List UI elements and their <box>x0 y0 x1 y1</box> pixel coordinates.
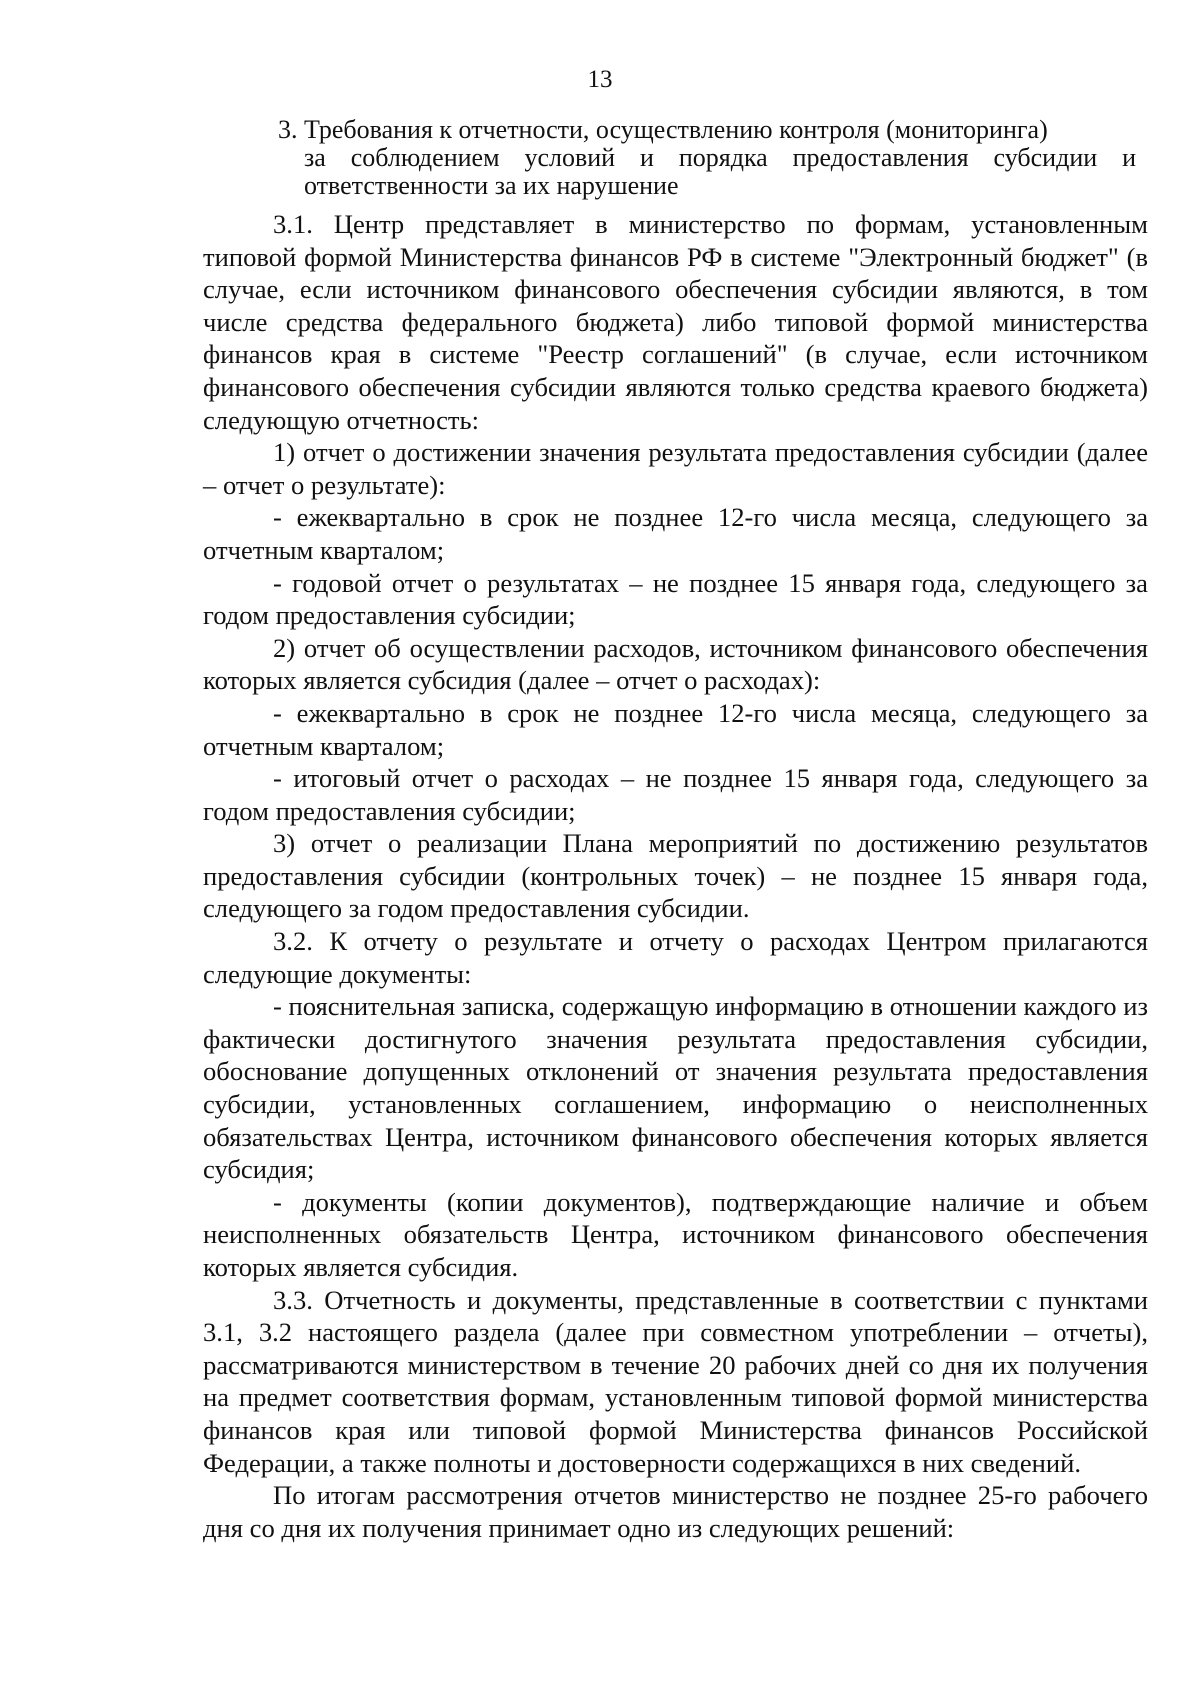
page-number: 13 <box>587 66 613 93</box>
paragraph-final-expenses: - итоговый отчет о расходах – не позднее 15 января года, следующего за годом предоставления субсидии; <box>203 763 1148 826</box>
paragraph-quarterly-results: - ежеквартально в срок не позднее 12-го числа месяца, следующего за отчетным кварталом; <box>203 502 1148 565</box>
document-body <box>203 208 1148 1544</box>
paragraph-annual-results: - годовой отчет о результатах – не позднее 15 января года, следующего за годом предоставления субсидии; <box>203 567 1148 631</box>
paragraph-review-results: По итогам рассмотрения отчетов министерство не позднее 25-го рабочего дня со дня их получения принимает одно из следующих решений: <box>203 1480 1148 1543</box>
paragraph-item-2: 2) отчет об осуществлении расходов, источником финансового обеспечения которых является субсидия (далее – отчет о расходах): <box>203 632 1148 696</box>
paragraph-item-3: 3) отчет о реализации Плана мероприятий по достижению результатов предоставления субсидии (контрольных точек) – не позднее 15 января года, следующего за годом предоставления субсидии. <box>203 828 1148 924</box>
paragraph-documents-copies: - документы (копии документов), подтверждающие наличие и объем неисполненных обязательств Центра, источником финансового обеспечения которых является субсидия. <box>203 1186 1148 1282</box>
section-heading-continuation: за соблюдением условий и порядка предоставления субсидии и ответственности за их нарушение <box>304 143 1136 200</box>
paragraph-explanatory-note: - пояснительная записка, содержащую информацию в отношении каждого из фактически достигнутого значения результата предоставления субсидии, обоснование допущенных отклонений от значения результата предоставления субсидии, установленных соглашением, информацию о неисполненных обязательствах Центра, источником финансового обеспечения которых является субсидия; <box>203 991 1148 1185</box>
paragraph-item-1: 1) отчет о достижении значения результата предоставления субсидии (далее – отчет о результате): <box>203 437 1148 500</box>
paragraph-quarterly-expenses: - ежеквартально в срок не позднее 12-го числа месяца, следующего за отчетным кварталом; <box>203 697 1148 761</box>
paragraph-3-1: 3.1. Центр представляет в министерство по формам, установленным типовой формой Министерства финансов РФ в системе "Электронный бюджет" (в случае, если источником финансового обеспечения субсидии являются, в том числе средства федерального бюджета) либо типовой формой министерства финансов края в системе "Реестр соглашений" (в случае, если источником финансового обеспечения субсидии являются только средства краевого бюджета) следующую отчетность: <box>203 209 1148 435</box>
paragraph-3-2: 3.2. К отчету о результате и отчету о расходах Центром прилагаются следующие документы: <box>203 926 1148 989</box>
section-heading <box>278 116 1136 200</box>
paragraph-3-3: 3.3. Отчетность и документы, представленные в соответствии с пунктами 3.1, 3.2 настоящего раздела (далее при совместном употреблении – отчеты), рассматриваются министерством в течение 20 рабочих дней со дня их получения на предмет соответствия формам, установленным типовой формой министерства финансов края или типовой формой Министерства финансов Российской Федерации, а также полноты и достоверности содержащихся в них сведений. <box>203 1284 1148 1478</box>
section-heading-line: 3. Требования к отчетности, осуществлению контроля (мониторинга) <box>278 115 1048 144</box>
